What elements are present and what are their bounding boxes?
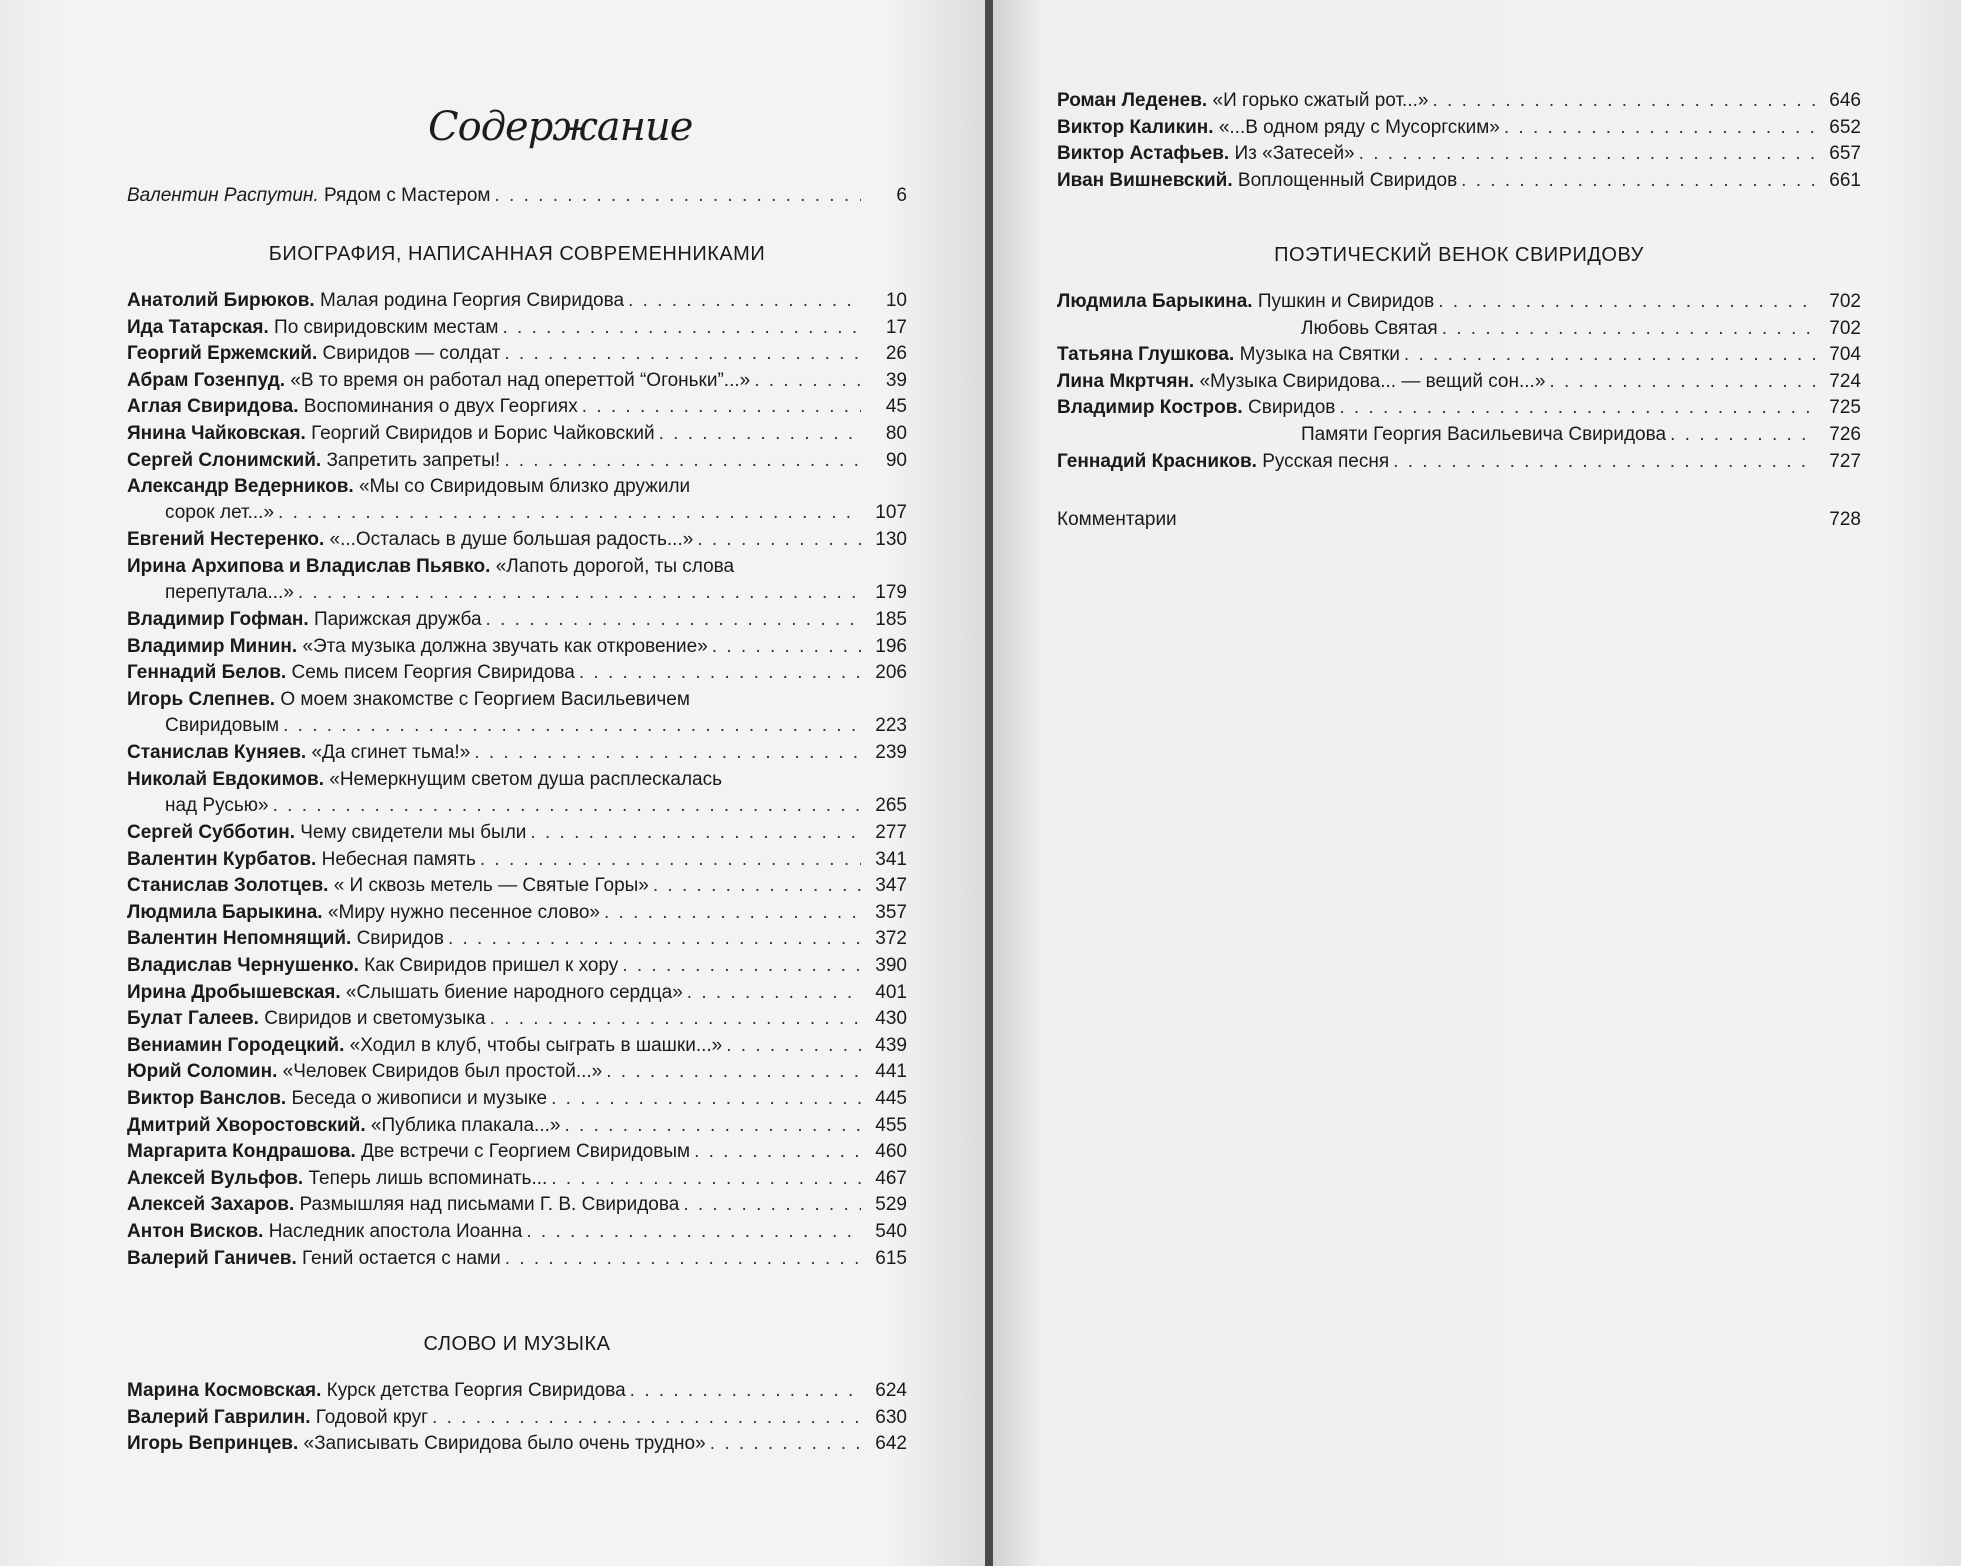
leader-dots <box>1670 422 1815 447</box>
toc-entry <box>1057 115 1861 141</box>
entry-title: «Слышать биение народного сердца» <box>345 981 683 1003</box>
right-page <box>993 0 1961 1566</box>
entry-author: Валентин Курбатов. <box>127 848 322 870</box>
entry-title: «Немеркнущим светом душа расплескалась <box>329 768 723 790</box>
entry-title: «Музыка Свиридова... — вещий сон...» <box>1199 370 1546 392</box>
toc-entry <box>1057 88 1861 114</box>
entry-title: Чему свидетели мы были <box>300 822 527 843</box>
leader-dots <box>604 900 861 925</box>
toc-entry <box>1057 422 1861 448</box>
entry-title: Беседа о живописи и музыке <box>291 1088 548 1109</box>
entry-title-continued: сорок лет...» <box>165 502 275 524</box>
entry-author: Людмила Барыкина. <box>127 901 328 923</box>
entry-title: Размышляя над письмами Г. В. Свиридова <box>299 1194 680 1216</box>
entry-title: Свиридов <box>1248 397 1336 419</box>
entry-title: Парижская дружба <box>313 609 482 631</box>
entry-author: Сергей Субботин. <box>127 822 301 843</box>
entry-author: Николай Евдокимов. <box>127 768 330 790</box>
entry-author: Иван Вишневский. <box>1057 169 1238 191</box>
entry-author: Людмила Барыкина. <box>1057 291 1258 312</box>
leader-dots <box>502 315 861 340</box>
toc-entry <box>127 554 907 606</box>
leader-dots <box>505 1246 861 1271</box>
leader-dots <box>526 1219 861 1244</box>
entry-author: Владимир Минин. <box>127 635 303 657</box>
leader-dots <box>628 288 861 313</box>
entry-author: Татьяна Глушкова. <box>1057 344 1240 366</box>
toc-entry <box>1057 316 1861 342</box>
entry-title: По свиридовским местам <box>274 316 499 338</box>
toc-entry <box>127 1113 907 1139</box>
entry-title: Комментарии <box>1057 509 1177 530</box>
entry-author: Роман Леденев. <box>1057 90 1213 111</box>
entry-page-number: 357 <box>875 901 907 923</box>
entry-page-number: 439 <box>875 1034 907 1056</box>
entry-page-number: 529 <box>875 1194 907 1216</box>
entry-page-number: 460 <box>875 1141 907 1163</box>
leader-dots <box>606 1059 861 1084</box>
leader-dots <box>697 527 861 552</box>
leader-dots <box>579 660 861 685</box>
entry-page-number: 45 <box>885 396 907 418</box>
entry-page-number: 265 <box>875 794 907 816</box>
toc-entry <box>127 474 907 526</box>
entry-page-number: 341 <box>875 848 907 870</box>
entry-page-number: 441 <box>875 1061 907 1083</box>
leader-dots <box>1549 369 1815 394</box>
toc-entry <box>127 1219 907 1245</box>
leader-dots <box>486 607 861 632</box>
entry-page-number: 26 <box>885 343 907 365</box>
entry-title: «В то время он работал над опереттой “Огоньки”...» <box>290 369 751 391</box>
entry-title-continued: перепутала...» <box>165 582 294 603</box>
entry-author: Виктор Каликин. <box>1057 116 1219 138</box>
entry-page-number: 704 <box>1829 344 1861 366</box>
entry-title: «Ходил в клуб, чтобы сыграть в шашки...» <box>349 1034 723 1056</box>
book-gutter <box>985 0 993 1566</box>
entry-title: «Мы со Свиридовым близко дружили <box>358 476 691 498</box>
entry-author: Игорь Вепринцев. <box>127 1433 304 1455</box>
entry-author: Булат Галеев. <box>127 1008 265 1030</box>
entry-title: «Записывать Свиридова было очень трудно» <box>303 1433 706 1455</box>
entry-author: Сергей Слонимский. <box>127 449 327 471</box>
entry-page-number: 630 <box>875 1406 907 1428</box>
leader-dots <box>653 873 861 898</box>
entry-title: Георгий Свиридов и Борис Чайковский <box>311 423 655 444</box>
entry-page-number: 80 <box>885 423 907 444</box>
entry-page-number: 702 <box>1829 291 1861 312</box>
entry-author: Ирина Архипова и Владислав Пьявко. <box>127 556 496 577</box>
leader-dots <box>283 713 861 738</box>
leader-dots <box>687 980 861 1005</box>
entry-title: Теперь лишь вспоминать... <box>308 1167 548 1189</box>
entry-title: «...Осталась в душе большая радость...» <box>329 529 694 551</box>
entry-page-number: 277 <box>875 822 907 843</box>
entry-author: Лина Мкртчян. <box>1057 370 1200 392</box>
toc-entry <box>127 1246 907 1272</box>
entry-author: Анатолий Бирюков. <box>127 290 320 311</box>
toc-entry <box>1057 369 1861 395</box>
toc-entry <box>127 740 907 766</box>
entry-title: «Публика плакала...» <box>370 1114 561 1136</box>
entry-author: Станислав Золотцев. <box>127 875 334 897</box>
leader-dots <box>712 634 861 659</box>
entry-title: Малая родина Георгия Свиридова <box>319 290 625 311</box>
entry-page-number: 239 <box>875 742 907 764</box>
entry-title: «И горько сжатый рот...» <box>1212 90 1429 111</box>
entry-author: Виктор Ванслов. <box>127 1088 292 1109</box>
entry-author: Владислав Чернушенко. <box>127 955 365 976</box>
leader-dots <box>754 368 861 393</box>
section-heading: ПОЭТИЧЕСКИЙ ВЕНОК СВИРИДОВУ <box>1274 244 1644 266</box>
entry-page-number: 657 <box>1829 143 1861 165</box>
entry-author: Валерий Ганичев. <box>127 1247 302 1269</box>
toc-entry <box>127 315 907 341</box>
entry-title: Свиридов и светомузыка <box>264 1008 486 1030</box>
entry-title: Свиридов — солдат <box>322 343 501 365</box>
entry-title: «Человек Свиридов был простой...» <box>282 1061 603 1083</box>
entry-title: Небесная память <box>321 848 476 870</box>
entry-page-number: 223 <box>875 715 907 736</box>
toc-entry <box>127 687 907 739</box>
entry-author: Георгий Ержемский. <box>127 343 323 365</box>
entry-author: Владимир Костров. <box>1057 397 1248 419</box>
toc-entry <box>127 634 907 660</box>
entry-author: Дмитрий Хворостовский. <box>127 1114 371 1136</box>
leader-dots <box>1359 141 1815 166</box>
leader-dots <box>504 341 861 366</box>
toc-entry <box>127 847 907 873</box>
leader-dots <box>659 421 861 446</box>
toc-entry <box>127 394 907 420</box>
entry-title: «Миру нужно песенное слово» <box>327 901 600 923</box>
entry-title: Гений остается с нами <box>302 1247 501 1269</box>
entry-title: «Да сгинет тьма!» <box>311 742 471 764</box>
toc-entry <box>127 926 907 952</box>
entry-page-number: 107 <box>875 502 907 524</box>
entry-page-number: 347 <box>875 875 907 897</box>
entry-title: Рядом с Мастером <box>324 185 491 206</box>
entry-author: Юрий Соломин. <box>127 1061 283 1083</box>
entry-page-number: 430 <box>875 1008 907 1030</box>
leader-dots <box>490 1006 861 1031</box>
entry-title: Как Свиридов пришел к хору <box>364 955 619 976</box>
toc-entry <box>127 1166 907 1192</box>
entry-title: Две встречи с Георгием Свиридовым <box>361 1141 691 1163</box>
leader-dots <box>494 183 861 208</box>
leader-dots <box>273 793 861 818</box>
entry-author: Алексей Вульфов. <box>127 1167 309 1189</box>
toc-entry <box>127 820 907 846</box>
entry-author: Владимир Гофман. <box>127 609 314 631</box>
leader-dots <box>622 953 861 978</box>
toc-entry <box>127 1086 907 1112</box>
entry-page-number: 372 <box>875 928 907 950</box>
entry-page-number: 724 <box>1829 370 1861 392</box>
entry-title-continued: над Русью» <box>165 794 269 816</box>
toc-entry <box>1057 168 1861 194</box>
entry-author: Станислав Куняев. <box>127 742 312 764</box>
entry-author: Янина Чайковская. <box>127 423 312 444</box>
entry-page-number: 467 <box>875 1167 907 1189</box>
entry-page-number: 624 <box>875 1380 907 1401</box>
toc-entry <box>127 368 907 394</box>
entry-author: Маргарита Кондрашова. <box>127 1141 362 1163</box>
entry-page-number: 726 <box>1829 424 1861 445</box>
entry-title: « И сквозь метель — Святые Горы» <box>333 875 649 897</box>
entry-page-number: 390 <box>875 955 907 976</box>
entry-page-number: 206 <box>875 662 907 684</box>
entry-title: «Эта музыка должна звучать как откровение» <box>302 635 708 657</box>
entry-author: Алексей Захаров. <box>127 1194 300 1216</box>
entry-title-continued: Свиридовым <box>165 715 280 736</box>
leader-dots <box>298 580 861 605</box>
leader-dots <box>1461 168 1815 193</box>
toc-entry <box>127 1192 907 1218</box>
section-heading: БИОГРАФИЯ, НАПИСАННАЯ СОВРЕМЕННИКАМИ <box>268 243 766 265</box>
entry-title: Свиридов <box>356 928 444 950</box>
entry-author: Вениамин Городецкий. <box>127 1034 350 1056</box>
toc-entry <box>127 873 907 899</box>
entry-title: «Лапоть дорогой, ты слова <box>495 556 735 577</box>
entry-page-number: 6 <box>896 185 907 206</box>
entry-author: Александр Ведерников. <box>127 476 359 498</box>
entry-title: Запретить запреты! <box>326 449 501 471</box>
entry-page-number: 702 <box>1829 317 1861 339</box>
toc-entry <box>1057 342 1861 368</box>
toc-entry <box>127 1059 907 1085</box>
toc-entry <box>127 980 907 1006</box>
entry-page-number: 646 <box>1829 90 1861 111</box>
entry-author: Геннадий Красников. <box>1057 450 1263 472</box>
entry-page-number: 401 <box>875 981 907 1003</box>
entry-author: Марина Космовская. <box>127 1380 327 1401</box>
entry-author: Игорь Слепнев. <box>127 689 281 710</box>
entry-page-number: 540 <box>875 1221 907 1242</box>
leader-dots <box>726 1033 861 1058</box>
toc-entry <box>127 607 907 633</box>
toc-entry <box>127 288 907 314</box>
toc-entry <box>127 421 907 447</box>
entry-page-number: 130 <box>875 529 907 551</box>
toc-entry <box>1057 449 1861 475</box>
leader-dots <box>1504 115 1815 140</box>
leader-dots <box>1339 395 1815 420</box>
toc-entry <box>127 1033 907 1059</box>
entry-author: Антон Висков. <box>127 1221 269 1242</box>
toc-entry <box>127 1431 907 1457</box>
entry-title: Музыка на Святки <box>1239 344 1400 366</box>
entry-title: Воплощенный Свиридов <box>1237 169 1458 191</box>
leader-dots <box>683 1192 861 1217</box>
leader-dots <box>278 500 861 525</box>
entry-page-number: 661 <box>1829 169 1861 191</box>
leader-dots <box>564 1113 861 1138</box>
leader-dots <box>530 820 861 845</box>
entry-author: Аглая Свиридова. <box>127 396 304 418</box>
entry-page-number: 615 <box>875 1247 907 1269</box>
entry-page-number: 642 <box>875 1433 907 1455</box>
section-heading: СЛОВО И МУЗЫКА <box>423 1333 611 1355</box>
entry-title: Любовь Святая <box>1301 317 1438 339</box>
leader-dots <box>504 448 861 473</box>
leader-dots <box>1432 88 1815 113</box>
entry-title: Памяти Георгия Васильевича Свиридова <box>1301 424 1667 445</box>
leader-dots <box>448 926 861 951</box>
toc-entry <box>127 767 907 819</box>
toc-entry <box>127 341 907 367</box>
entry-author: Валентин Непомнящий. <box>127 928 357 950</box>
entry-title: О моем знакомстве с Георгием Васильевичем <box>280 689 690 710</box>
toc-entry <box>127 448 907 474</box>
leader-dots <box>630 1378 861 1403</box>
entry-page-number: 727 <box>1829 450 1861 472</box>
leader-dots <box>480 847 861 872</box>
entry-author: Ида Татарская. <box>127 316 275 338</box>
entry-title: Пушкин и Свиридов <box>1257 291 1435 312</box>
toc-entry <box>127 660 907 686</box>
entry-title: Наследник апостола Иоанна <box>268 1221 523 1242</box>
entry-author: Абрам Гозенпуд. <box>127 369 291 391</box>
toc-entry <box>127 1006 907 1032</box>
toc-entry <box>127 527 907 553</box>
leader-dots <box>694 1139 861 1164</box>
toc-entry <box>127 183 907 209</box>
toc-entry <box>127 1378 907 1404</box>
entry-page-number: 455 <box>875 1114 907 1136</box>
entry-author: Валерий Гаврилин. <box>127 1406 316 1428</box>
entry-page-number: 90 <box>885 449 907 471</box>
toc-entry <box>127 1139 907 1165</box>
entry-page-number: 10 <box>885 290 907 311</box>
leader-dots <box>582 394 861 419</box>
entry-title: Русская песня <box>1262 450 1390 472</box>
comments-entry <box>1057 507 1861 533</box>
entry-title: «...В одном ряду с Мусоргским» <box>1218 116 1500 138</box>
entry-author: Геннадий Белов. <box>127 662 292 684</box>
entry-author: Ирина Дробышевская. <box>127 981 346 1003</box>
entry-page-number: 39 <box>885 369 907 391</box>
entry-author: Евгений Нестеренко. <box>127 529 330 551</box>
entry-page-number: 17 <box>885 316 907 338</box>
entry-title: Годовой круг <box>315 1406 429 1428</box>
entry-page-number: 652 <box>1829 116 1861 138</box>
toc-entry <box>1057 289 1861 315</box>
leader-dots <box>710 1431 861 1456</box>
leader-dots <box>1404 342 1815 367</box>
entry-title: Воспоминания о двух Георгиях <box>303 396 578 418</box>
entry-page-number: 185 <box>875 609 907 631</box>
contents-title: Содержание <box>428 104 693 150</box>
entry-page-number: 445 <box>875 1088 907 1109</box>
leader-dots <box>551 1086 861 1111</box>
entry-title: Семь писем Георгия Свиридова <box>291 662 575 684</box>
entry-title: Из «Затесей» <box>1234 143 1355 165</box>
toc-entry <box>127 1405 907 1431</box>
leader-dots <box>551 1166 861 1191</box>
toc-entry <box>1057 141 1861 167</box>
leader-dots <box>432 1405 861 1430</box>
entry-author: Виктор Астафьев. <box>1057 143 1235 165</box>
entry-page-number: 725 <box>1829 397 1861 419</box>
entry-page-number: 196 <box>875 635 907 657</box>
leader-dots <box>1442 316 1815 341</box>
toc-entry <box>127 900 907 926</box>
toc-entry <box>1057 395 1861 421</box>
entry-page-number: 179 <box>875 582 907 603</box>
entry-author: Валентин Распутин. <box>127 185 324 206</box>
leader-dots <box>474 740 861 765</box>
entry-page-number: 728 <box>1829 509 1861 530</box>
leader-dots <box>1393 449 1815 474</box>
leader-dots <box>1438 289 1815 314</box>
entry-title: Курск детства Георгия Свиридова <box>326 1380 626 1401</box>
toc-entry <box>127 953 907 979</box>
